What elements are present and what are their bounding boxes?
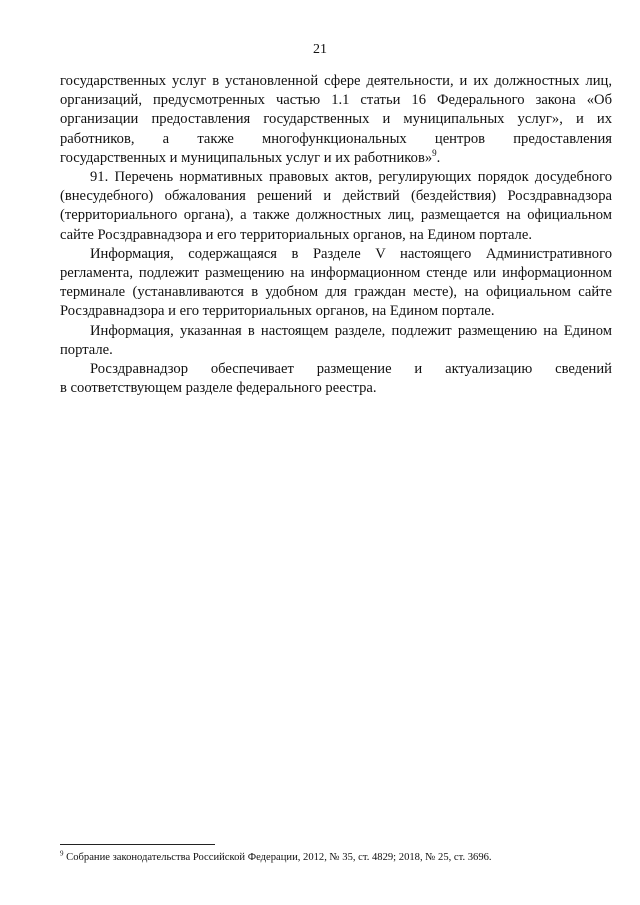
text-line: Росздравнадзор обеспечивает размещение и актуализацию сведений [90, 361, 612, 378]
text-line: регламента, подлежит размещению на информационном стенде или информационном [60, 265, 612, 282]
paragraph-2 [60, 168, 612, 245]
text-line: сайте Росздравнадзора и его территориальных органов, на Едином портале. [60, 226, 532, 243]
text-line: портале. [60, 341, 113, 358]
text-line: (территориального органа), а также должностных лиц, размещается на официальном [60, 207, 612, 224]
paragraph-5 [60, 360, 612, 398]
footnote-separator [60, 844, 215, 845]
text-line: Информация, содержащаяся в Разделе V настоящего Административного [90, 245, 612, 262]
text-line: работников, а также многофункциональных центров предоставления [60, 130, 612, 147]
text-line: в соответствующем разделе федерального реестра. [60, 380, 377, 397]
paragraph-4 [60, 322, 612, 360]
text-line: организаций, предусмотренных частью 1.1 статьи 16 Федерального закона «Об [60, 92, 612, 109]
text-line: (внесудебного) обжалования решений и действий (бездействия) Росздравнадзора [60, 188, 612, 205]
text-fragment: . [436, 149, 441, 166]
paragraph-1 [60, 72, 612, 168]
text-line: 91. Перечень нормативных правовых актов, регулирующих порядок досудебного [90, 169, 612, 186]
footnote-reference: 9 [432, 147, 437, 158]
body-text [60, 72, 612, 398]
text-line: терминале (устанавливаются в удобном для граждан месте), на официальном сайте [60, 284, 612, 301]
text-fragment: государственных и муниципальных услуг и их работников» [60, 149, 433, 166]
text-line: Информация, указанная в настоящем разделе, подлежит размещению на Едином [90, 322, 612, 339]
footnote-text: Собрание законодательства Российской Федерации, 2012, № 35, ст. 4829; 2018, № 25, ст. 3696. [63, 852, 492, 863]
text-line: Росздравнадзора и его территориальных органов, на Едином портале. [60, 303, 495, 320]
footnote [60, 851, 620, 865]
page-number: 21 [313, 42, 327, 57]
paragraph-3 [60, 245, 612, 322]
text-line: государственных услуг в установленной сфере деятельности, и их должностных лиц, [60, 73, 612, 89]
text-line: организации предоставления государственных и муниципальных услуг», и их [60, 111, 612, 128]
text-line [60, 149, 612, 168]
footnote-marker: 9 [60, 849, 64, 858]
